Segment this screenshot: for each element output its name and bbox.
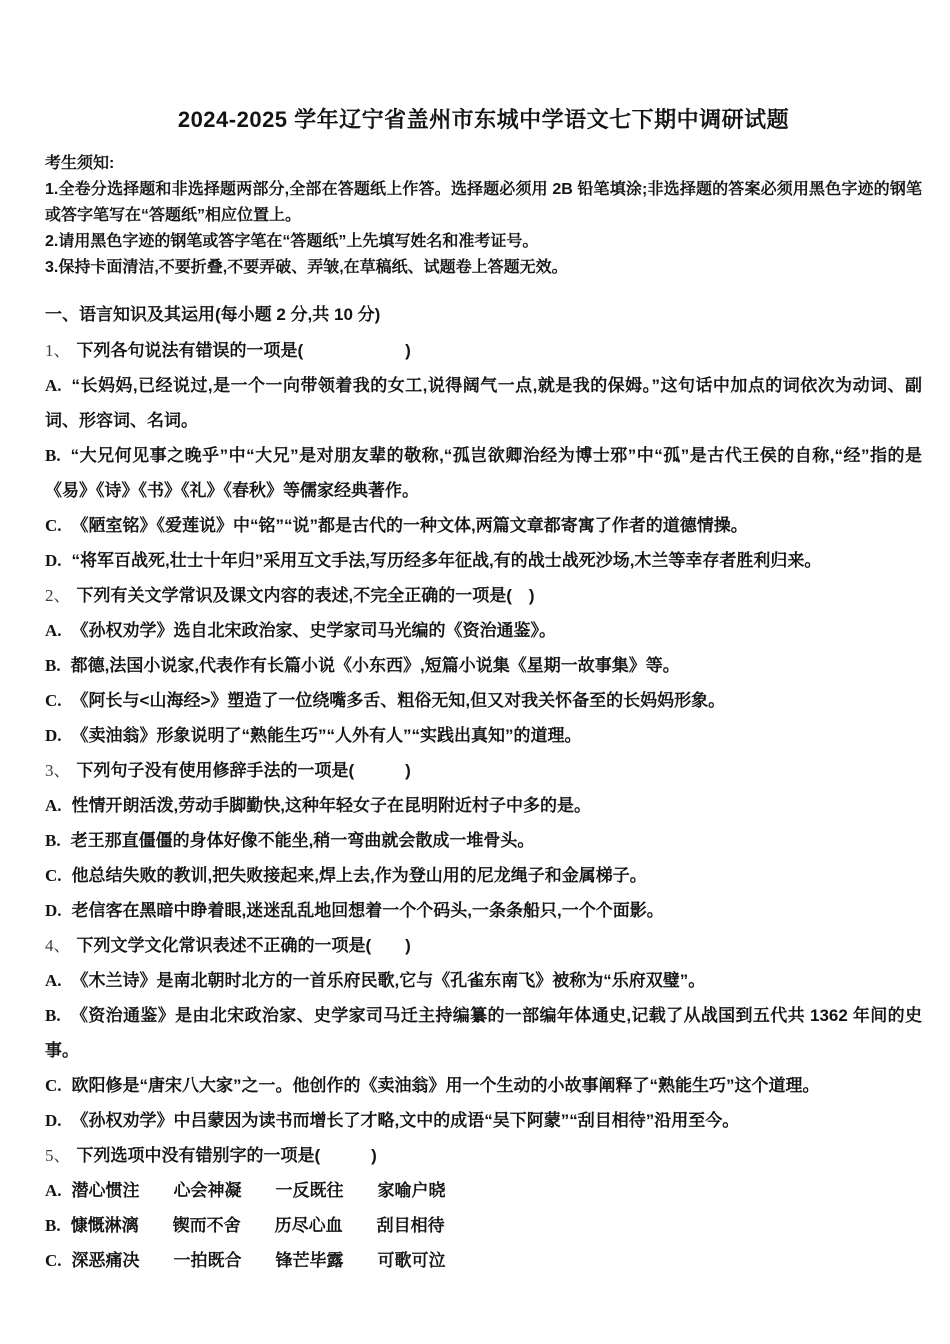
option-text: 慷慨淋漓 锲而不舍 历尽心血 刮目相待 (70, 1216, 445, 1235)
option-label-b: B. (45, 656, 61, 675)
question-5-stem (45, 1138, 922, 1173)
option-label-d: D. (45, 901, 62, 920)
option-text: 《木兰诗》是南北朝时北方的一首乐府民歌,它与《孔雀东南飞》被称为“乐府双璧”。 (71, 971, 706, 990)
option-label-c: C. (45, 866, 62, 885)
option-label-c: C. (45, 691, 62, 710)
question-4-stem-text: 下列文学文化常识表述不正确的一项是( ) (76, 936, 411, 955)
question-3-stem-text: 下列句子没有使用修辞手法的一项是( ) (76, 761, 411, 780)
option-label-d: D. (45, 551, 62, 570)
question-3-option-b (45, 823, 922, 858)
option-label-d: D. (45, 1111, 62, 1130)
notice-heading: 考生须知: (45, 155, 115, 172)
question-5-option-b (45, 1208, 922, 1243)
question-5-option-a (45, 1173, 922, 1208)
option-text: 老王那直僵僵的身体好像不能坐,稍一弯曲就会散成一堆骨头。 (70, 831, 535, 850)
notice-item-1: 1.全卷分选择题和非选择题两部分,全部在答题纸上作答。选择题必须用 2B 铅笔填涂;非选择题的答案必须用黑色字迹的钢笔或答字笔写在“答题纸”相应位置上。 (45, 181, 922, 224)
option-label-b: B. (45, 1216, 61, 1235)
question-3-option-d (45, 893, 922, 928)
question-3-stem (45, 753, 922, 788)
option-label-b: B. (45, 1006, 61, 1025)
question-2 (45, 578, 922, 753)
option-text: 他总结失败的教训,把失败接起来,焊上去,作为登山用的尼龙绳子和金属梯子。 (71, 866, 647, 885)
question-3 (45, 753, 922, 928)
option-text: 都德,法国小说家,代表作有长篇小说《小东西》,短篇小说集《星期一故事集》等。 (70, 656, 680, 675)
option-label-c: C. (45, 516, 62, 535)
question-2-option-d (45, 718, 922, 753)
question-4-option-d (45, 1103, 922, 1138)
question-2-option-a (45, 613, 922, 648)
option-text: 欧阳修是“唐宋八大家”之一。他创作的《卖油翁》用一个生动的小故事阐释了“熟能生巧”这个道理。 (71, 1076, 820, 1095)
question-3-option-c (45, 858, 922, 893)
question-2-stem (45, 578, 922, 613)
option-text: 《孙权劝学》选自北宋政治家、史学家司马光编的《资治通鉴》。 (71, 621, 557, 640)
option-text: 《孙权劝学》中吕蒙因为读书而增长了才略,文中的成语“吴下阿蒙”“刮目相待”沿用至今。 (71, 1111, 740, 1130)
question-2-number: 2、 (45, 586, 71, 605)
option-label-d: D. (45, 726, 62, 745)
question-4 (45, 928, 922, 1138)
notice-item-3: 3.保持卡面清洁,不要折叠,不要弄破、弄皱,在草稿纸、试题卷上答题无效。 (45, 259, 568, 276)
option-text: 《卖油翁》形象说明了“熟能生巧”“人外有人”“实践出真知”的道理。 (71, 726, 582, 745)
question-5-option-c (45, 1243, 922, 1278)
option-text: 《陋室铭》《爱莲说》中“铭”“说”都是古代的一种文体,两篇文章都寄寓了作者的道德情操。 (71, 516, 748, 535)
question-1-number: 1、 (45, 341, 71, 360)
option-label-c: C. (45, 1251, 62, 1270)
question-3-number: 3、 (45, 761, 71, 780)
section-heading: 一、语言知识及其运用(每小题 2 分,共 10 分) (45, 305, 381, 324)
option-text: 深恶痛决 一拍既合 锋芒毕露 可歌可泣 (71, 1251, 446, 1270)
question-1-option-c (45, 508, 922, 543)
question-4-option-a (45, 963, 922, 998)
question-5-number: 5、 (45, 1146, 71, 1165)
option-text: “大兄何见事之晚乎”中“大兄”是对朋友辈的敬称,“孤岂欲卿治经为博士邪”中“孤”是古代王侯的自称,“经”指的是《易》《诗》《书》《礼》《春秋》等儒家经典著作。 (45, 446, 922, 500)
question-1-stem (45, 333, 922, 368)
question-2-option-c (45, 683, 922, 718)
notice-item-2: 2.请用黑色字迹的钢笔或答字笔在“答题纸”上先填写姓名和准考证号。 (45, 233, 539, 250)
option-text: 《阿长与<山海经>》塑造了一位绕嘴多舌、粗俗无知,但又对我关怀备至的长妈妈形象。 (71, 691, 726, 710)
question-4-number: 4、 (45, 936, 71, 955)
question-4-option-b (45, 998, 922, 1068)
question-5 (45, 1138, 922, 1278)
option-text: 性情开朗活泼,劳动手脚勤快,这种年轻女子在昆明附近村子中多的是。 (71, 796, 591, 815)
option-label-a: A. (45, 621, 62, 640)
question-1 (45, 333, 922, 578)
option-label-b: B. (45, 446, 61, 465)
question-1-stem-text: 下列各句说法有错误的一项是( ) (76, 341, 411, 360)
option-text: “长妈妈,已经说过,是一个一向带领着我的女工,说得阔气一点,就是我的保姆。”这句话中加点的词依次为动词、副词、形容词、名词。 (45, 376, 922, 430)
option-label-a: A. (45, 796, 62, 815)
question-1-option-b (45, 438, 922, 508)
question-2-stem-text: 下列有关文学常识及课文内容的表述,不完全正确的一项是( ) (76, 586, 535, 605)
option-label-c: C. (45, 1076, 62, 1095)
option-text: 潜心惯注 心会神凝 一反既往 家喻户晓 (71, 1181, 446, 1200)
option-text: “将军百战死,壮士十年归”采用互文手法,写历经多年征战,有的战士战死沙场,木兰等幸存者胜利归来。 (71, 551, 822, 570)
option-label-a: A. (45, 1181, 62, 1200)
option-text: 《资治通鉴》是由北宋政治家、史学家司马迁主持编纂的一部编年体通史,记载了从战国到五代共 1362 年间的史事。 (45, 1006, 922, 1060)
option-text: 老信客在黑暗中睁着眼,迷迷乱乱地回想着一个个码头,一条条船只,一个个面影。 (71, 901, 664, 920)
question-3-option-a (45, 788, 922, 823)
question-1-option-d (45, 543, 922, 578)
question-list (45, 333, 922, 1278)
notice-section (45, 151, 922, 281)
question-5-stem-text: 下列选项中没有错别字的一项是( ) (76, 1146, 377, 1165)
option-label-a: A. (45, 376, 62, 395)
page-title: 2024-2025 学年辽宁省盖州市东城中学语文七下期中调研试题 (177, 107, 790, 132)
option-label-b: B. (45, 831, 61, 850)
question-1-option-a (45, 368, 922, 438)
question-2-option-b (45, 648, 922, 683)
option-label-a: A. (45, 971, 62, 990)
question-4-stem (45, 928, 922, 963)
question-4-option-c (45, 1068, 922, 1103)
